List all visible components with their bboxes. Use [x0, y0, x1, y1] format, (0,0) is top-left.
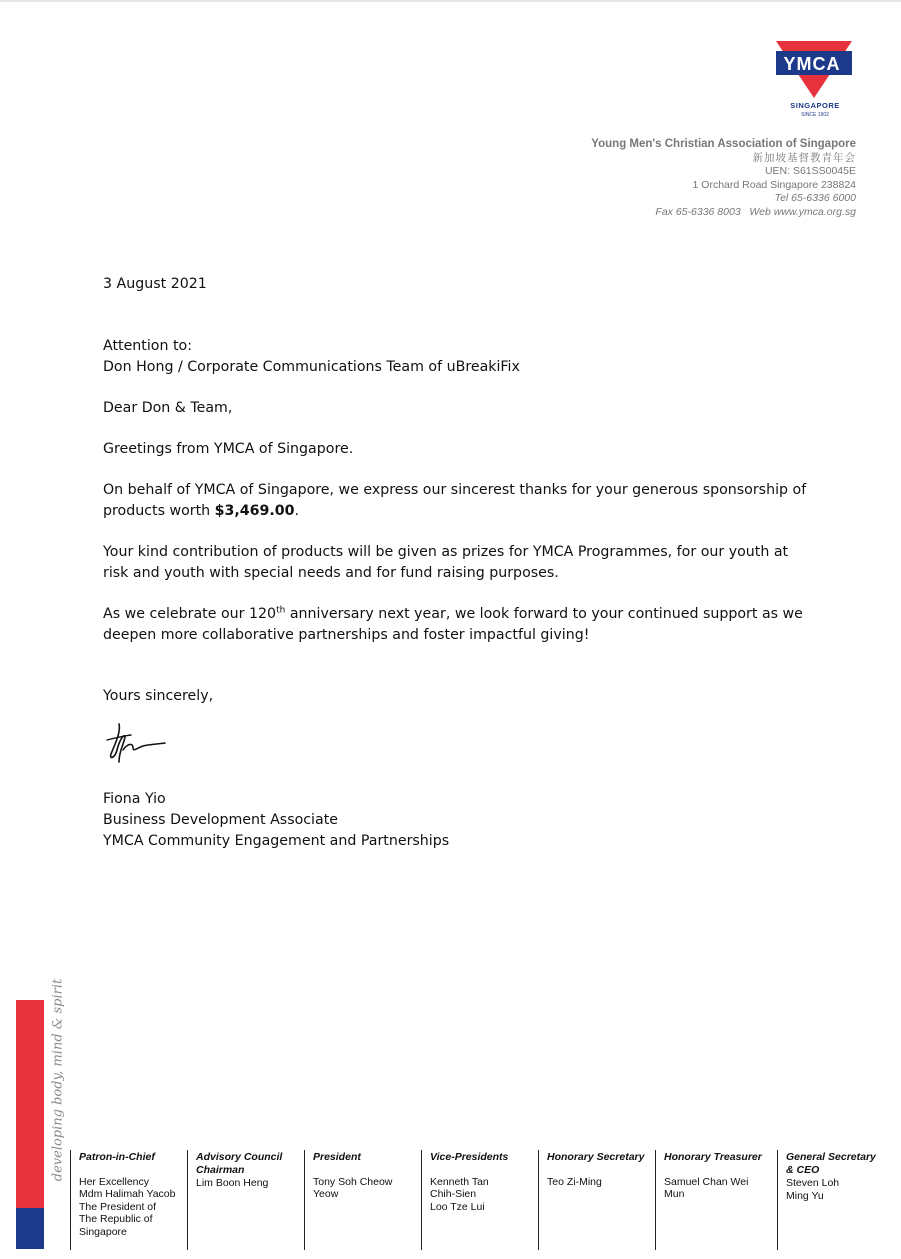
footer-role: President: [313, 1151, 361, 1163]
ymca-logo: [772, 38, 858, 124]
attention-recipient: Don Hong / Corporate Communications Team of uBreakiFix: [103, 359, 520, 375]
signer-block: [103, 789, 449, 852]
org-address: 1 Orchard Road Singapore 238824: [692, 178, 856, 191]
footer-names: Steven Loh Ming Yu: [786, 1177, 840, 1202]
paragraph-thanks-end: .: [294, 503, 300, 519]
paragraph-thanks: [103, 480, 808, 522]
footer-column: [421, 1150, 538, 1250]
footer-column: [70, 1150, 187, 1250]
signer-name: Fiona Yio: [103, 791, 166, 807]
footer-column: [187, 1150, 304, 1250]
paragraph-anniversary: [103, 604, 808, 646]
org-name: Young Men's Christian Association of Singapore: [591, 138, 856, 150]
ordinal-suffix: th: [276, 605, 286, 616]
org-uen: UEN: S61SS0045E: [764, 165, 856, 177]
footer-names: Tony Soh Cheow Yeow: [313, 1175, 393, 1200]
org-tel: Tel 65-6336 6000: [774, 192, 856, 204]
footer-names: Teo Zi-Ming: [547, 1175, 602, 1188]
footer-names: Samuel Chan Wei Mun: [664, 1175, 749, 1200]
salutation: Dear Don & Team,: [103, 400, 233, 416]
side-bar-red: [16, 1000, 44, 1208]
logo-name: YMCA: [783, 54, 841, 74]
footer-names: Kenneth Tan Chih-Sien Loo Tze Lui: [430, 1175, 489, 1213]
footer-names: Lim Boon Heng: [196, 1177, 269, 1189]
logo-since: SINCE 1902: [801, 112, 829, 118]
paragraph-anniversary-rest: anniversary next year, we look forward to your continued support as we deepen more collaborative partnerships and foster impactful giving!: [103, 606, 803, 643]
footer-column: [538, 1150, 655, 1250]
signer-department: YMCA Community Engagement and Partnerships: [103, 833, 450, 849]
footer-role: Vice-Presidents: [430, 1151, 509, 1163]
attention-label: Attention to:: [103, 338, 193, 354]
attention-block: [103, 336, 520, 378]
greeting: Greetings from YMCA of Singapore.: [103, 441, 354, 457]
sponsorship-amount: $3,469.00: [214, 503, 295, 519]
footer-column: [304, 1150, 421, 1250]
footer-role: Advisory Council Chairman: [196, 1151, 283, 1176]
signer-title: Business Development Associate: [103, 812, 338, 828]
org-address-block: [591, 138, 856, 219]
footer-role: Patron-in-Chief: [79, 1151, 155, 1163]
paragraph-contribution: Your kind contribution of products will be given as prizes for YMCA Programmes, for our youth at risk and youth with special needs and for fund raising purposes.: [103, 544, 789, 581]
letter-date: 3 August 2021: [103, 276, 207, 292]
footer-officers: [70, 1150, 901, 1250]
footer-column: [777, 1150, 896, 1250]
footer-names: Her Excellency Mdm Halimah Yacob The President of The Republic of Singapore: [79, 1175, 176, 1238]
footer-role: Honorary Secretary: [547, 1151, 645, 1163]
footer-role: General Secretary & CEO: [786, 1151, 876, 1176]
top-border: [0, 0, 901, 2]
side-bar-blue: [16, 1208, 44, 1249]
closing: Yours sincerely,: [103, 688, 214, 704]
paragraph-anniversary-text: As we celebrate our 120: [103, 606, 277, 622]
footer-role: Honorary Treasurer: [664, 1151, 762, 1163]
org-fax-web: Fax 65-6336 8003 Web www.ymca.org.sg: [655, 205, 856, 218]
tagline: developing body, mind & spirit: [50, 978, 66, 1182]
logo-country: SINGAPORE: [790, 101, 840, 110]
paragraph-thanks-text: On behalf of YMCA of Singapore, we express our sincerest thanks for your generous sponsorship of products worth: [103, 482, 807, 519]
org-chinese-name: 新加坡基督教青年会: [752, 151, 856, 164]
footer-column: [655, 1150, 778, 1250]
handwritten-signature: [103, 718, 169, 768]
